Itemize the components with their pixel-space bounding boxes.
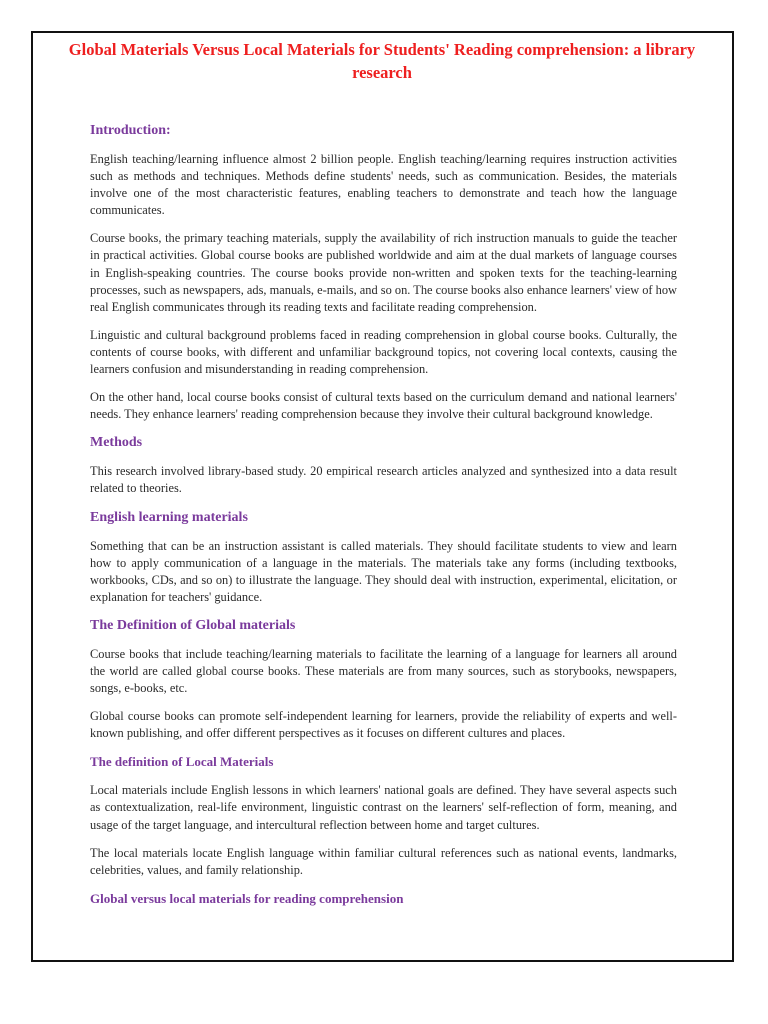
paragraph: Course books that include teaching/learning materials to facilitate the learning of a language for learners all around the world are called global course books. These materials are from many sources, such as storybooks, newspapers, songs, e-books, etc.	[90, 646, 677, 696]
section-heading-introduction: Introduction:	[90, 123, 171, 138]
paragraph: Something that can be an instruction assistant is called materials. They should facilitate students to view and learn how to apply communication of a language in the materials. The materials take any forms (including textbooks, workbooks, CDs, and so on) to illustrate the language. They should deal with instruction, experimental, elicitation, or explanation for teachers' guidance.	[90, 538, 677, 604]
section-heading-methods: Methods	[90, 435, 143, 451]
section-heading-definition-global-materials: The Definition of Global materials	[90, 617, 296, 633]
document-body	[90, 122, 677, 919]
paragraph: Linguistic and cultural background problems faced in reading comprehension in global course books. Culturally, the contents of course books, with different and unfamiliar background topics, not covering local contexts, causing the learners confusion and misunderstanding in reading comprehension.	[90, 327, 677, 377]
section-introduction	[90, 122, 677, 423]
paragraph: English teaching/learning influence almost 2 billion people. English teaching/learning requires instruction activities such as methods and techniques. Methods define students' needs, such as communication. Besides, the materials involve one of the most characteristic features, enabling teachers to demonstrate and teach how the language communicates.	[90, 152, 677, 218]
section-heading-global-versus-local: Global versus local materials for reading comprehension	[90, 890, 404, 906]
section-methods	[90, 434, 677, 497]
section-definition-global-materials	[90, 617, 677, 742]
paragraph: On the other hand, local course books consist of cultural texts based on the curriculum demand and national learners' needs. They enhance learners' reading comprehension because they involve their cultural background knowledge.	[90, 390, 677, 422]
section-definition-local-materials	[90, 753, 677, 878]
document-title: Global Materials Versus Local Materials for Students' Reading comprehension: a library research	[68, 40, 696, 82]
paragraph: Local materials include English lessons in which learners' national goals are defined. They have several aspects such as contextualization, real-life environment, linguistic contrast on the learners' self-reflection of form, meaning, and usage of the target language, and intercultural reflection between home and target cultures.	[90, 783, 677, 832]
section-heading-definition-local-materials: The definition of Local Materials	[90, 754, 274, 770]
paragraph: The local materials locate English language within familiar cultural references such as national events, landmarks, celebrities, values, and family relationship.	[90, 845, 677, 877]
section-english-learning-materials	[90, 509, 677, 606]
section-global-versus-local	[90, 890, 677, 908]
paragraph: Course books, the primary teaching materials, supply the availability of rich instruction manuals to guide the teacher in practical activities. Global course books are published worldwide and aim at the dual markets of language courses in English-speaking countries. The course books provide non-written and spoken texts for the teaching-learning processes, such as newspapers, ads, manuals, e-mails, and so on. The course books also enhance learners' view of how real English communicates through its reading texts and facilitate reading comprehension.	[90, 231, 677, 314]
paragraph: Global course books can promote self-independent learning for learners, provide the reliability of experts and well-known publishing, and offer different perspectives as it focuses on different cultures and places.	[90, 709, 677, 741]
section-heading-english-learning-materials: English learning materials	[90, 509, 248, 525]
paragraph: This research involved library-based study. 20 empirical research articles analyzed and synthesized into a data result related to theories.	[90, 464, 677, 496]
